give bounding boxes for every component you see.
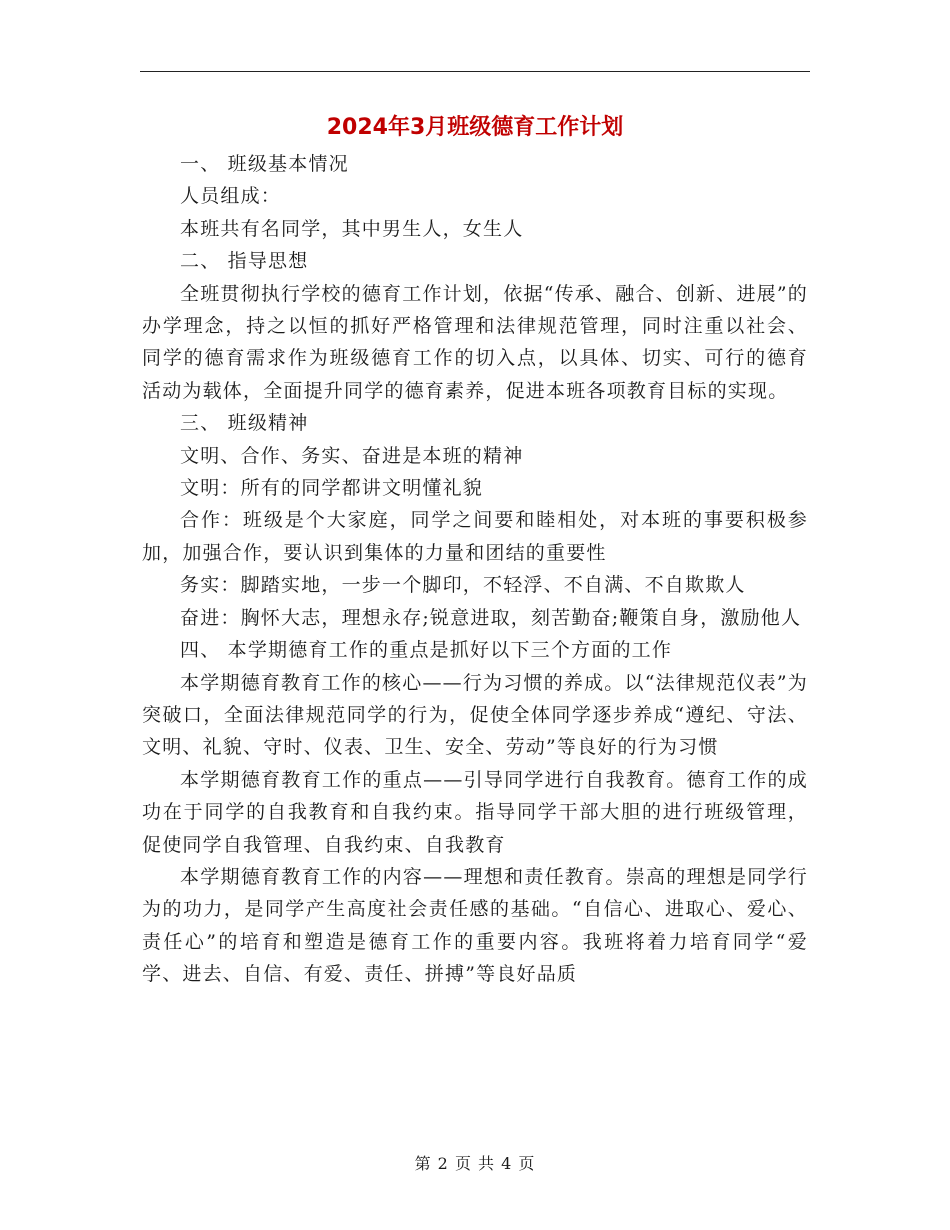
- document-body: [142, 148, 808, 991]
- paragraph-cooperation: 合作：班级是个大家庭，同学之间要和睦相处，对本班的事要积极参加，加强合作，要认识到集体的力量和团结的重要性: [142, 509, 808, 564]
- section-heading-1: 一、 班级基本情况: [180, 153, 349, 175]
- paragraph-civility: 文明：所有的同学都讲文明懂礼貌: [180, 477, 484, 500]
- paragraph-class-spirit: 文明、合作、务实、奋进是本班的精神: [180, 444, 524, 467]
- paragraph-core-habits: 本学期德育教育工作的核心——行为习惯的养成。以“法律规范仪表”为突破口，全面法律规范同学的行为，促使全体同学逐步养成“遵纪、守法、文明、礼貌、守时、仪表、卫生、安全、劳动”等良好的行为习惯: [142, 671, 808, 759]
- paragraph-guiding-ideas: 全班贯彻执行学校的德育工作计划，依据“传承、融合、创新、进展”的办学理念，持之以恒的抓好严格管理和法律规范管理，同时注重以社会、同学的德育需求作为班级德育工作的切入点，以具体、切实、可行的德育活动为载体，全面提升同学的德育素养，促进本班各项教育目标的实现。: [142, 282, 808, 402]
- paragraph-striving: 奋进：胸怀大志，理想永存;锐意进取，刻苦勤奋;鞭策自身，激励他人: [180, 606, 802, 629]
- document-title: 2024年3月班级德育工作计划: [326, 115, 624, 140]
- header-rule: [140, 71, 810, 72]
- section-heading-4: 四、 本学期德育工作的重点是抓好以下三个方面的工作: [180, 639, 673, 662]
- paragraph-pragmatism: 务实：脚踏实地，一步一个脚印，不轻浮、不自满、不自欺欺人: [180, 574, 746, 597]
- page-footer: 第 2 页 共 4 页: [414, 1154, 536, 1173]
- section-heading-3: 三、 班级精神: [180, 412, 309, 435]
- paragraph-self-education: 本学期德育教育工作的重点——引导同学进行自我教育。德育工作的成功在于同学的自我教育和自我约束。指导同学干部大胆的进行班级管理，促使同学自我管理、自我约束、自我教育: [142, 768, 808, 856]
- section-heading-2: 二、 指导思想: [180, 250, 309, 273]
- paragraph-members-label: 人员组成：: [180, 185, 282, 208]
- paragraph-ideals-responsibility: 本学期德育教育工作的内容——理想和责任教育。崇高的理想是同学行为的功力，是同学产生高度社会责任感的基础。“自信心、进取心、爱心、责任心”的培育和塑造是德育工作的重要内容。我班将着力培育同学“爱学、进去、自信、有爱、责任、拼搏”等良好品质: [142, 865, 808, 986]
- paragraph-members-count: 本班共有名同学，其中男生人，女生人: [180, 217, 524, 240]
